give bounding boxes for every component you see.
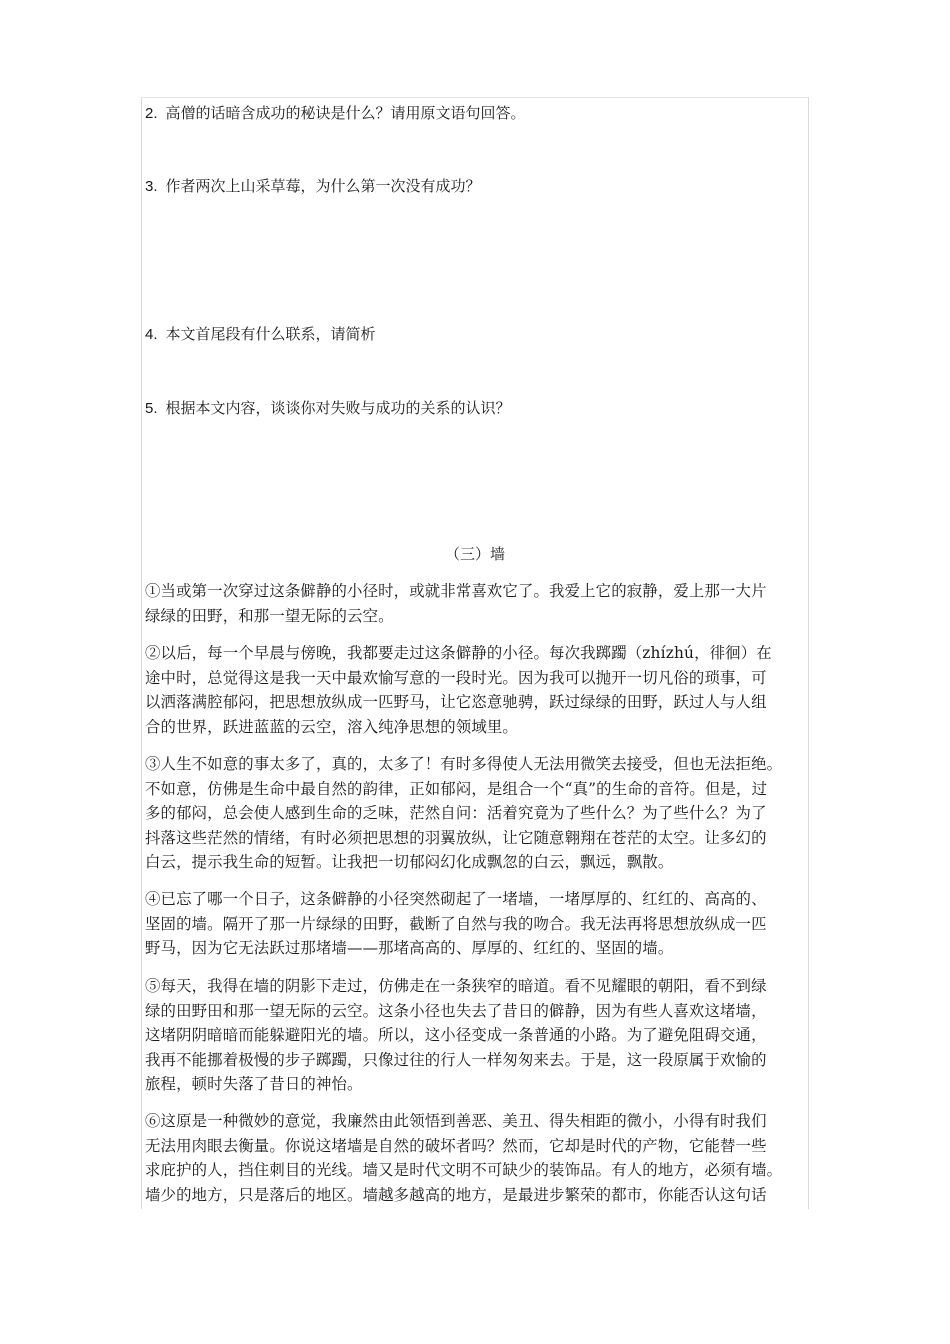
paragraph-line: 绿绿的田野，和那一望无际的云空。 — [145, 606, 394, 625]
question-3 — [145, 176, 481, 197]
paragraph-line: 白云，提示我生命的短暂。让我把一切郁闷幻化成飘忽的白云，飘远，飘散。 — [145, 853, 674, 871]
question-text: 作者两次上山采草莓，为什么第一次没有成功？ — [165, 177, 481, 195]
question-2 — [145, 103, 526, 124]
paragraph-line: 旅程，顿时失落了昔日的神怡。 — [145, 1075, 363, 1093]
paragraph-line: 合的世界，跃进蓝蓝的云空，溶入纯净思想的领域里。 — [145, 717, 518, 736]
paragraph-line: ③人生不如意的事太多了，真的，太多了！有时多得使人无法用微笑去接受，但也无法拒绝。 — [145, 755, 783, 773]
paragraph-line: 这堵阴阴暗暗而能躲避阳光的墙。所以，这小径变成一条普通的小路。为了避免阻碍交通， — [145, 1026, 767, 1044]
paragraph-line: 绿的田野田和那一望无际的云空。这条小径也失去了昔日的僻静，因为有些人喜欢这堵墙， — [145, 1001, 767, 1020]
paragraph-line: 求庇护的人，挡住刺目的光线。墙又是时代文明不可缺少的装饰品。有人的地方，必须有墙。 — [145, 1161, 783, 1179]
paragraph-line: 墙少的地方，只是落后的地区。墙越多越高的地方，是最进步繁荣的都市，你能否认这句话 — [145, 1185, 767, 1204]
question-text: 根据本文内容，谈谈你对失败与成功的关系的认识？ — [165, 399, 511, 417]
question-4 — [145, 324, 376, 345]
paragraph-line: 抖落这些茫然的情绪，有时必须把思想的羽翼放纵，让它随意翱翔在苍茫的太空。让多幻的 — [145, 828, 767, 847]
paragraph-4 — [145, 887, 809, 961]
paragraph-line: 多的郁闷，总会使人感到生命的乏味，茫然自问：活着究竟为了些什么？为了些什么？为了 — [145, 804, 767, 822]
paragraph-line: 我再不能挪着极慢的步子踯躅，只像过往的行人一样匆匆来去。于是，这一段原属于欢愉的 — [145, 1050, 767, 1069]
paragraph-line: 无法用肉眼去衡量。你说这堵墙是自然的破坏者吗？然而，它却是时代的产物，它能替一些 — [145, 1136, 767, 1155]
paragraph-line: ①当或第一次穿过这条僻静的小径时，或就非常喜欢它了。我爱上它的寂静，爱上那一大片 — [145, 582, 767, 600]
paragraph-line: 野马，因为它无法跃过那堵墙——那堵高高的、厚厚的、红红的、坚固的墙。 — [145, 939, 674, 957]
paragraph-3 — [145, 752, 809, 875]
question-number: 4. — [145, 326, 158, 343]
paragraph-6 — [145, 1109, 809, 1207]
question-number: 2. — [145, 105, 158, 122]
paragraph-line: ⑤每天，我得在墙的阴影下走过，仿佛走在一条狭窄的暗道。看不见耀眼的朝阳，看不到绿 — [145, 977, 767, 995]
question-number: 5. — [145, 400, 158, 417]
paragraph-1 — [145, 579, 809, 628]
paragraph-line: ⑥这原是一种微妙的意觉，我廉然由此领悟到善恶、美丑、得失相距的微小，小得有时我们 — [145, 1112, 767, 1130]
paragraph-line: 以洒落满腔郁闷，把思想放纵成一匹野马，让它恣意驰骋，跃过绿绿的田野，跃过人与人组 — [145, 693, 767, 711]
paragraph-line: ②以后，每一个早晨与傍晚，我都要走过这条僻静的小径。每次我踯躅（zhízhú，徘徊）在 — [145, 644, 772, 662]
question-number: 3. — [145, 178, 158, 195]
paragraph-line: 不如意，仿佛是生命中最自然的韵律，正如郁闷，是组合一个“真”的生命的音符。但是，过 — [145, 779, 768, 798]
paragraph-2 — [145, 641, 809, 739]
question-text: 高僧的话暗含成功的秘诀是什么？请用原文语句回答。 — [165, 104, 526, 122]
paragraph-line: 途中时，总觉得这是我一天中最欢愉写意的一段时光。因为我可以抛开一切凡俗的琐事，可 — [145, 668, 767, 687]
section-title: （三）墙 — [444, 545, 505, 563]
paragraph-line: ④已忘了哪一个日子，这条僻静的小径突然砌起了一堵墙，一堵厚厚的、红红的、高高的、 — [145, 890, 767, 908]
paragraph-5 — [145, 974, 809, 1097]
paragraph-line: 坚固的墙。隔开了那一片绿绿的田野，截断了自然与我的吻合。我无法再将思想放纵成一匹 — [145, 914, 767, 933]
question-5 — [145, 398, 511, 419]
question-text: 本文首尾段有什么联系，请简析 — [165, 325, 376, 343]
